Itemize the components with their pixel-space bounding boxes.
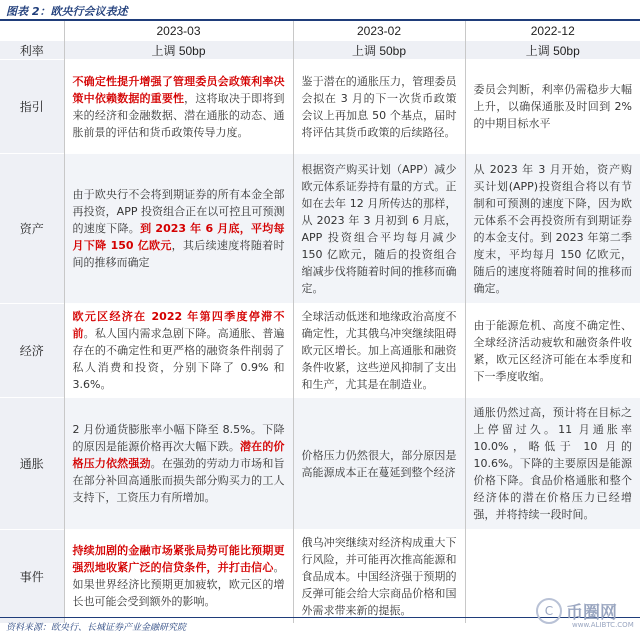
body-text: 委员会判断，利率仍需稳步大幅上升，以确保通胀及时回到 2% 的中期目标水平 bbox=[473, 83, 632, 130]
body-text: 。如果世界经济比预期更加疲软，欧元区的增长也可能会受到额外的影响。 bbox=[72, 561, 285, 609]
body-text: 。私人国内需求急剧下降。高通胀、普遍存在的不确定性和更严格的融资条件削弱了私人消费和投资，分别下降了 0.9% 和 3.6%。 bbox=[72, 327, 285, 391]
economy-2023-03 bbox=[64, 304, 293, 398]
highlight-text: 不确定性提升增强了管理委员会政策利率决策中依赖数据的重要性 bbox=[72, 74, 285, 105]
highlight-text: 欧元区经济在 2022 年第四季度停滞不前 bbox=[72, 310, 285, 340]
figure-title: 图表 2：欧央行会议表述 bbox=[6, 5, 128, 18]
guidance-2023-02 bbox=[293, 60, 465, 154]
body-text: 全球活动低迷和地缘政治高度不确定性，尤其俄乌冲突继续阻碍欧元区增长。加上高通胀和融资条件收紧，这些逆风抑制了支出和生产，尤其是在制造业。 bbox=[301, 310, 457, 391]
category-events: 事件 bbox=[0, 530, 64, 623]
body-text: 。在强劲的劳动力市场和旨在部分补回高通胀而损失部分购买力的工人支持下，工资压力有所增加。 bbox=[72, 457, 285, 504]
watermark-url: www.ALIBTC.COM bbox=[572, 621, 634, 629]
header-2023-03: 2023-03 bbox=[64, 21, 293, 41]
highlight-text: 持续加剧的金融市场紧张局势可能比预期更强烈地收紧广泛的信贷条件，并打击信心 bbox=[72, 544, 285, 575]
inflation-2023-02 bbox=[293, 398, 465, 530]
body-text: 由于能源危机、高度不确定性、全球经济活动疲软和融资条件收紧，欧元区经济可能在本季度和下一季度收缩。 bbox=[473, 318, 632, 383]
category-assets: 资产 bbox=[0, 154, 64, 304]
row-rate bbox=[0, 41, 640, 60]
watermark-logo-icon: C bbox=[536, 598, 562, 624]
guidance-2022-12 bbox=[465, 60, 640, 154]
body-text: 通胀仍然过高，预计将在目标之上停留过久。11 月通胀率 10.0%，略低于 10 月的 10.6%。下降的主要原因是能源价格下降。食品价格通胀和整个经济体的潜在价格压力已经增强，并将持续一段时间。 bbox=[473, 406, 632, 521]
watermark-name: 币圈网 bbox=[566, 603, 617, 623]
events-2023-02 bbox=[293, 530, 465, 623]
rate-2023-03: 上调 50bp bbox=[64, 41, 293, 60]
body-text: 俄乌冲突继续对经济构成重大下行风险，并可能再次推高能源和食品成本。中国经济强于预期的反弹可能会给大宗商品价格和国外需求带来新的提振。 bbox=[301, 535, 457, 617]
body-text: 2 月份通货膨胀率小幅下降至 8.5%。下降的原因是能源价格再次大幅下跌。 bbox=[72, 423, 285, 453]
category-inflation: 通胀 bbox=[0, 398, 64, 530]
body-text: 从 2023 年 3 月开始，资产购买计划(APP)投资组合将以有节制和可预测的速度下降，因为欧元体系不会再投资所有到期证券的本金支付。到 2023 年第二季度末，平均每月 150 亿欧元，随后的速度将随着时间的推移而确定。 bbox=[473, 162, 632, 295]
row-guidance bbox=[0, 60, 640, 154]
assets-2022-12 bbox=[465, 154, 640, 304]
rate-2023-02: 上调 50bp bbox=[293, 41, 465, 60]
row-assets bbox=[0, 154, 640, 304]
body-text: ，其后续速度将随着时间的推移而确定 bbox=[72, 239, 285, 269]
rate-2022-12: 上调 50bp bbox=[465, 41, 640, 60]
body-text: 由于欧央行不会将到期证券的所有本金全部再投资，APP 投资组合正在以可控且可预测的速度下降。 bbox=[72, 188, 285, 235]
ecb-statement-table bbox=[0, 21, 640, 623]
row-inflation bbox=[0, 398, 640, 530]
highlight-text: 潜在的价格压力依然强劲 bbox=[72, 440, 285, 470]
body-text: 根据资产购买计划（APP）减少欧元体系证券持有量的方式。正如在去年 12 月所传达的那样，从 2023 年 3 月初到 6 月底，APP 投资组合平均每月减少 150 亿欧元，随后的投资组合缩减步伐将随着时间的推移而确定。 bbox=[301, 162, 457, 295]
category-rate: 利率 bbox=[0, 41, 64, 60]
watermark bbox=[532, 596, 638, 634]
category-economy: 经济 bbox=[0, 304, 64, 398]
category-guidance: 指引 bbox=[0, 60, 64, 154]
events-2023-03 bbox=[64, 530, 293, 623]
economy-2023-02 bbox=[293, 304, 465, 398]
source-note: 资料来源：欧央行、长城证券产业金融研究院 bbox=[6, 623, 187, 633]
assets-2023-02 bbox=[293, 154, 465, 304]
header-2022-12: 2022-12 bbox=[465, 21, 640, 41]
inflation-2022-12 bbox=[465, 398, 640, 530]
inflation-2023-03 bbox=[64, 398, 293, 530]
body-text: ，这将取决于即将到来的经济和金融数据、潜在通胀的动态、通胀前景的评估和货币政策传导力度。 bbox=[72, 91, 285, 139]
highlight-text: 到 2023 年 6 月底，平均每月下降 150 亿欧元 bbox=[72, 222, 285, 252]
header-2023-02: 2023-02 bbox=[293, 21, 465, 41]
header-row bbox=[0, 21, 640, 41]
body-text: 鉴于潜在的通胀压力，管理委员会拟在 3 月的下一次货币政策会议上再加息 50 个基点，届时将评估其货币政策的后续路径。 bbox=[301, 74, 457, 139]
guidance-2023-03 bbox=[64, 60, 293, 154]
body-text: 价格压力仍然很大，部分原因是高能源成本正在蔓延到整个经济 bbox=[301, 448, 457, 479]
header-blank bbox=[0, 21, 64, 41]
row-economy bbox=[0, 304, 640, 398]
assets-2023-03 bbox=[64, 154, 293, 304]
economy-2022-12 bbox=[465, 304, 640, 398]
